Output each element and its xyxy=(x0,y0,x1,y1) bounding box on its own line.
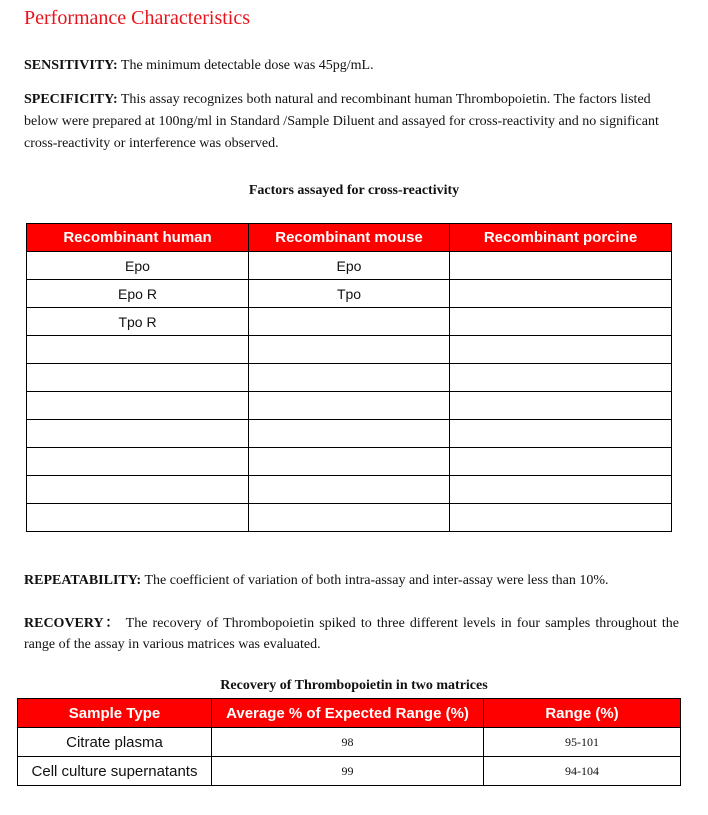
table-cell: Epo xyxy=(249,252,450,280)
table-cell xyxy=(450,280,672,308)
table-cell xyxy=(249,336,450,364)
table-cell: Tpo R xyxy=(27,308,249,336)
table-cell: Tpo xyxy=(249,280,450,308)
table-row xyxy=(18,757,681,786)
sample-type-cell: Citrate plasma xyxy=(18,728,212,757)
specificity-label: SPECIFICITY: xyxy=(24,92,118,107)
table-cell xyxy=(27,448,249,476)
column-header: Average % of Expected Range (%) xyxy=(212,699,484,728)
sensitivity-label: SENSITIVITY: xyxy=(24,58,118,73)
table-row xyxy=(18,728,681,757)
table-cell: Epo R xyxy=(27,280,249,308)
table-cell xyxy=(450,476,672,504)
table-cell xyxy=(27,420,249,448)
table-row xyxy=(27,420,672,448)
column-header: Recombinant human xyxy=(27,224,249,252)
specificity-text: This assay recognizes both natural and recombinant human Thrombopoietin. The factors listed below were prepared at 100ng/ml in Standard /Sample Diluent and assayed for cross-reactivity and no significant cross-reactivity or interference was observed. xyxy=(24,92,659,151)
table-cell xyxy=(27,336,249,364)
average-recovery-cell: 98 xyxy=(212,728,484,757)
table-cell xyxy=(27,364,249,392)
table-header-row xyxy=(27,224,672,252)
sample-type-cell: Cell culture supernatants xyxy=(18,757,212,786)
repeatability-text: The coefficient of variation of both intra-assay and inter-assay were less than 10%. xyxy=(141,573,609,588)
range-cell: 94-104 xyxy=(484,757,681,786)
column-header: Recombinant porcine xyxy=(450,224,672,252)
table-cell xyxy=(249,448,450,476)
column-header: Recombinant mouse xyxy=(249,224,450,252)
average-recovery-cell: 99 xyxy=(212,757,484,786)
table-cell xyxy=(249,504,450,532)
table-cell xyxy=(249,476,450,504)
table-row xyxy=(27,448,672,476)
recovery-table-caption: Recovery of Thrombopoietin in two matrices xyxy=(220,678,488,693)
range-cell: 95-101 xyxy=(484,728,681,757)
sensitivity-text: The minimum detectable dose was 45pg/mL. xyxy=(117,58,374,73)
table-cell xyxy=(249,308,450,336)
table-cell: Epo xyxy=(27,252,249,280)
table-cell xyxy=(450,252,672,280)
table-row xyxy=(27,308,672,336)
table-row xyxy=(27,336,672,364)
cross-reactivity-table-caption: Factors assayed for cross-reactivity xyxy=(248,183,460,198)
table-cell xyxy=(450,504,672,532)
table-cell xyxy=(27,504,249,532)
table-cell xyxy=(450,336,672,364)
table-row xyxy=(27,364,672,392)
table-cell xyxy=(450,420,672,448)
table-row xyxy=(27,476,672,504)
specificity-paragraph xyxy=(24,89,674,155)
table-row xyxy=(27,280,672,308)
recovery-paragraph xyxy=(24,613,679,655)
table-row xyxy=(27,504,672,532)
page-title: Performance Characteristics xyxy=(24,7,251,29)
recovery-label: RECOVERY： xyxy=(24,616,121,631)
sensitivity-paragraph xyxy=(24,55,684,77)
table-cell xyxy=(450,308,672,336)
table-row xyxy=(27,252,672,280)
table-cell xyxy=(450,364,672,392)
table-header-row xyxy=(18,699,681,728)
recovery-table xyxy=(17,698,681,786)
repeatability-paragraph xyxy=(24,570,679,591)
recovery-text: The recovery of Thrombopoietin spiked to three different levels in four samples throughout the range of the assay in various matrices was evaluated. xyxy=(24,616,679,652)
table-cell xyxy=(249,392,450,420)
cross-reactivity-table xyxy=(26,223,672,532)
table-cell xyxy=(249,420,450,448)
table-cell xyxy=(27,392,249,420)
repeatability-label: REPEATABILITY: xyxy=(24,573,142,588)
table-cell xyxy=(450,392,672,420)
table-row xyxy=(27,392,672,420)
table-cell xyxy=(27,476,249,504)
table-cell xyxy=(450,448,672,476)
table-cell xyxy=(249,364,450,392)
cross-reactivity-table-body xyxy=(27,252,672,532)
column-header: Sample Type xyxy=(18,699,212,728)
column-header: Range (%) xyxy=(484,699,681,728)
